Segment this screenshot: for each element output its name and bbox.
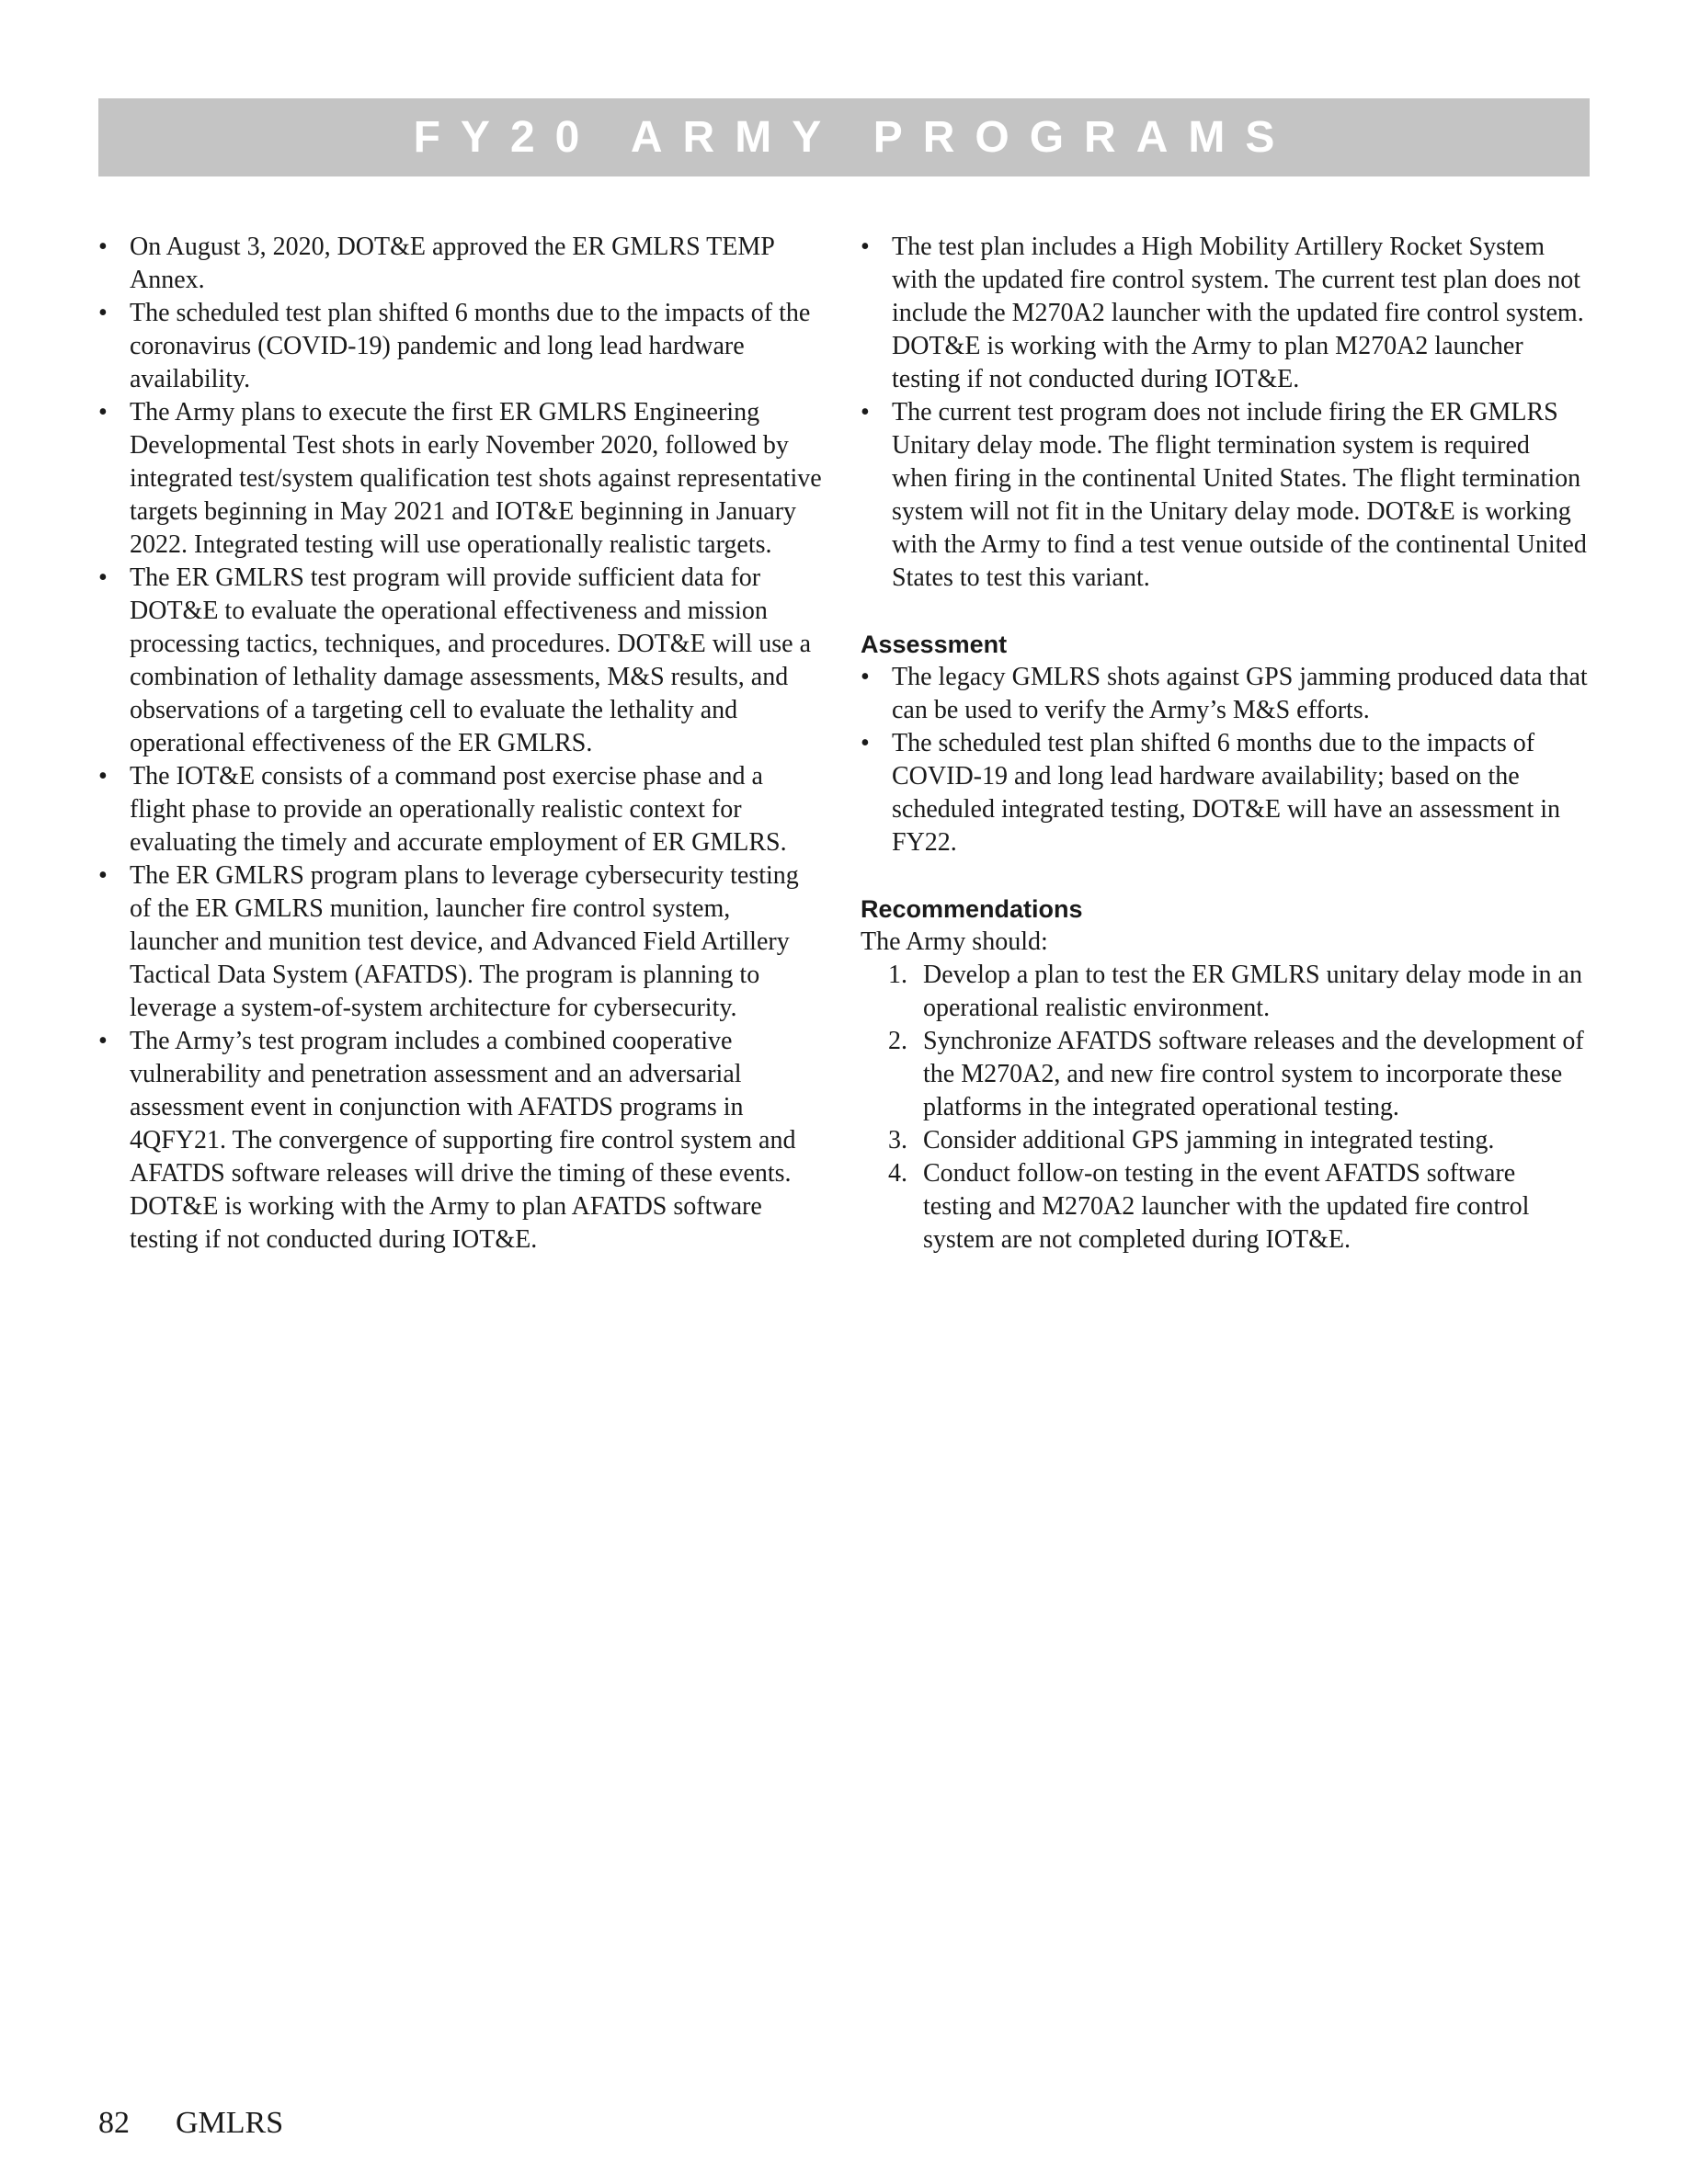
item-number: 1. [888, 961, 907, 989]
page-title: FY20 ARMY PROGRAMS [413, 113, 1295, 162]
list-item: • The ER GMLRS program plans to leverage cybersecurity testing of the ER GMLRS munition, launcher fire control system, launcher and munition test device, and Advanced Field Artillery Tactical Data System (AFATDS). The program is planning to leverage a system-of-system architecture for cybersecurity. [98, 859, 825, 1025]
list-item: • The ER GMLRS test program will provide sufficient data for DOT&E to evaluate the operational effectiveness and mission processing tactics, techniques, and procedures. DOT&E will use a combination of lethality damage assessments, M&S results, and observations of a targeting cell to evaluate the lethality and operational effectiveness of the ER GMLRS. [98, 562, 825, 760]
item-number: 4. [888, 1159, 907, 1188]
right-column [861, 231, 1590, 1257]
footer-section-name: GMLRS [176, 2106, 284, 2140]
header-banner [98, 98, 1590, 176]
page-number: 82 [98, 2106, 130, 2140]
recommendations-heading: Recommendations [861, 895, 1083, 923]
item-text: Develop a plan to test the ER GMLRS unitary delay mode in an operational realistic environment. [923, 961, 1582, 1022]
list-item [861, 1157, 1590, 1257]
assessment-list [861, 661, 1590, 859]
page-footer [98, 2105, 283, 2142]
assessment-heading: Assessment [861, 631, 1008, 658]
list-item: • The test plan includes a High Mobility Artillery Rocket System with the updated fire control system. The current test plan does not include the M270A2 launcher with the updated fire control system. DOT&E is working with the Army to plan M270A2 launcher testing if not conducted during IOT&E. [861, 231, 1590, 396]
recommendations-intro: The Army should: [861, 927, 1048, 956]
list-item [861, 959, 1590, 1025]
list-item: • The Army’s test program includes a combined cooperative vulnerability and penetration assessment and an adversarial assessment event in conjunction with AFATDS programs in 4QFY21. The convergence of supporting fire control system and AFATDS software releases will drive the timing of these events. DOT&E is working with the Army to plan AFATDS software testing if not conducted during IOT&E. [98, 1025, 825, 1257]
list-item: • On August 3, 2020, DOT&E approved the ER GMLRS TEMP Annex. [98, 231, 825, 297]
left-bullet-list [98, 231, 825, 1257]
list-item: • The legacy GMLRS shots against GPS jamming produced data that can be used to verify the Army’s M&S efforts. [861, 661, 1590, 727]
item-text: Conduct follow-on testing in the event AFATDS software testing and M270A2 launcher with the updated fire control system are not completed during IOT&E. [923, 1159, 1530, 1254]
list-item [861, 1025, 1590, 1124]
item-text: Synchronize AFATDS software releases and the development of the M270A2, and new fire control system to incorporate these platforms in the integrated operational testing. [923, 1027, 1584, 1121]
list-item: • The IOT&E consists of a command post exercise phase and a flight phase to provide an operationally realistic context for evaluating the timely and accurate employment of ER GMLRS. [98, 760, 825, 859]
item-number: 3. [888, 1126, 907, 1155]
list-item: • The scheduled test plan shifted 6 months due to the impacts of COVID-19 and long lead hardware availability; based on the scheduled integrated testing, DOT&E will have an assessment in FY22. [861, 727, 1590, 859]
right-bullet-list [861, 231, 1590, 595]
list-item [861, 1124, 1590, 1157]
list-item: • The Army plans to execute the first ER GMLRS Engineering Developmental Test shots in early November 2020, followed by integrated test/system qualification test shots against representative targets beginning in May 2021 and IOT&E beginning in January 2022. Integrated testing will use operationally realistic targets. [98, 396, 825, 562]
item-number: 2. [888, 1027, 907, 1055]
list-item: • The scheduled test plan shifted 6 months due to the impacts of the coronavirus (COVID-19) pandemic and long lead hardware availability. [98, 297, 825, 396]
item-text: Consider additional GPS jamming in integrated testing. [923, 1126, 1495, 1155]
left-column [98, 231, 825, 1257]
recommendations-list [861, 959, 1590, 1257]
list-item: • The current test program does not include firing the ER GMLRS Unitary delay mode. The flight termination system is required when firing in the continental United States. The flight termination system will not fit in the Unitary delay mode. DOT&E is working with the Army to find a test venue outside of the continental United States to test this variant. [861, 396, 1590, 595]
